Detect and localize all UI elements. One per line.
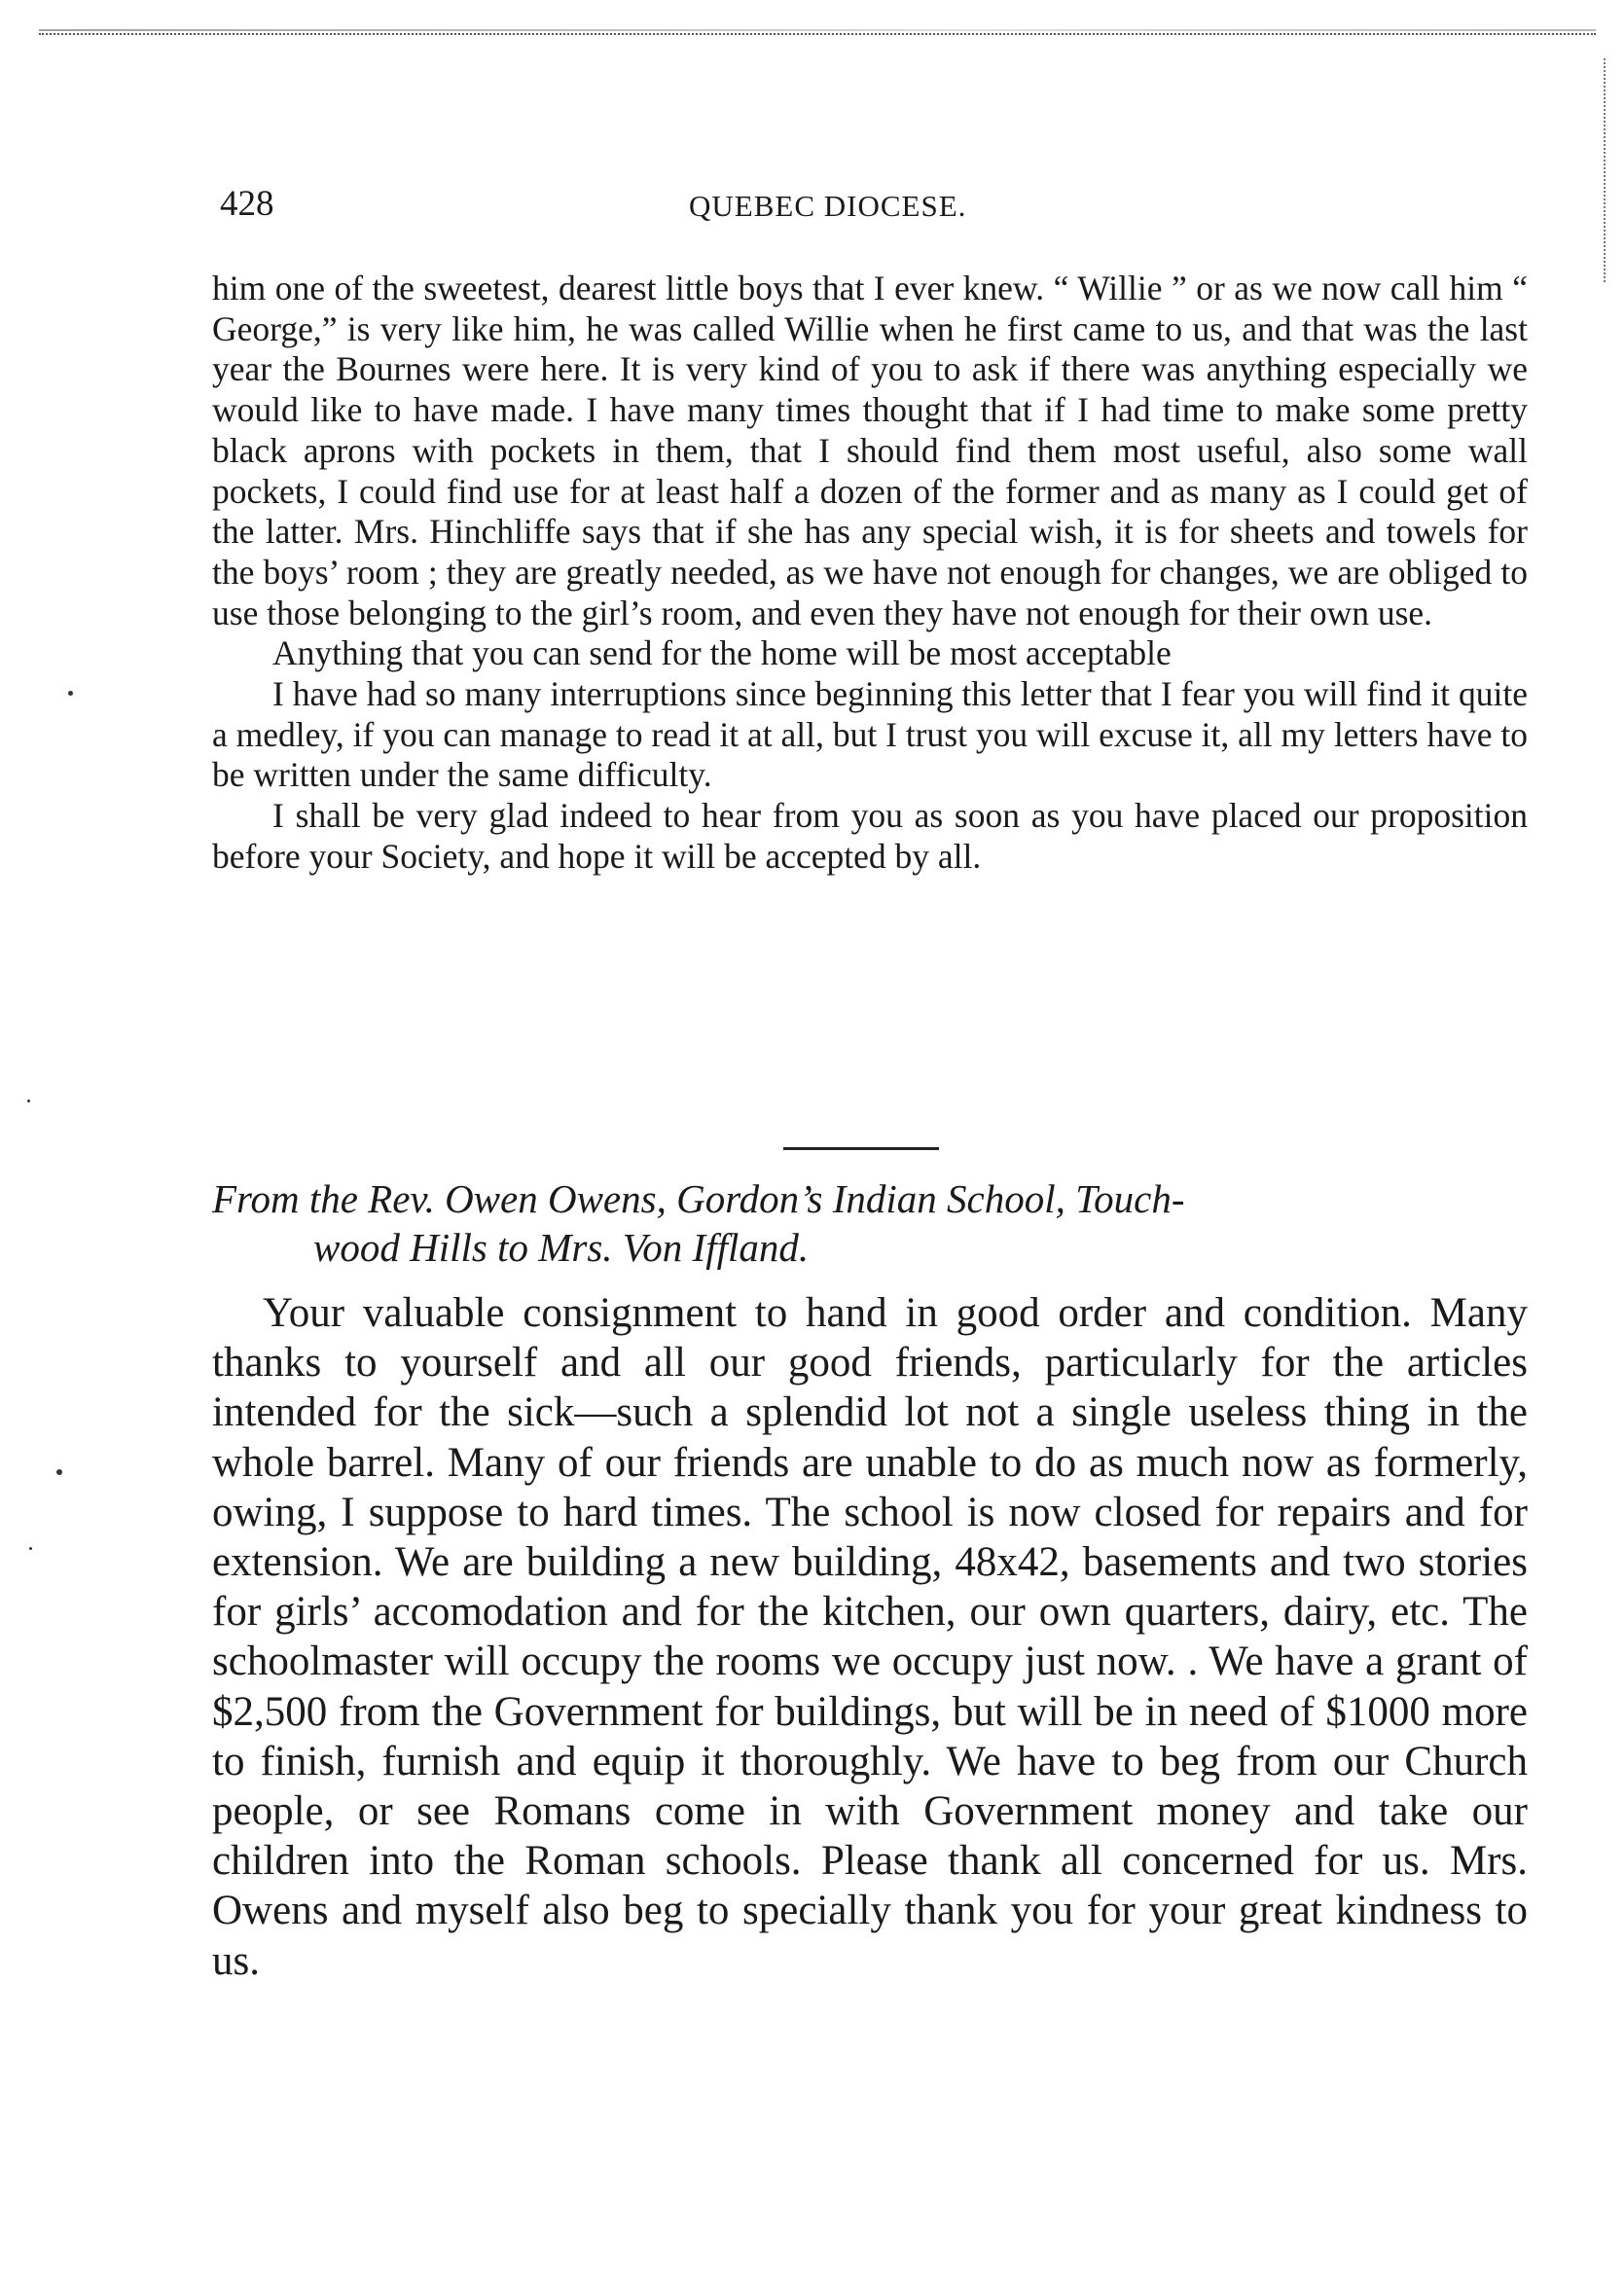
scan-right-margin-marks xyxy=(1604,58,1607,282)
paragraph: Your valuable consignment to hand in good order and condition. Many thanks to yourself and all our good friends, particularly for the articles intended for the sick—such a splendid lot not a single useless thing in the whole barrel. Many of our friends are unable to do as much now as formerly, owing, I suppose to hard times. The school is now closed for repairs and for extension. We are building a new building, 48x42, basements and two stories for girls’ accomodation and for the kitchen, our own quarters, dairy, etc. The schoolmaster will occupy the rooms we occupy just now. . We have a grant of $2,500 from the Government for buildings, but will be in need of $1000 more to finish, furnish and equip it thoroughly. We have to beg from our Church people, or see Romans come in with Government money and take our children into the Roman schools. Please thank all concerned for us. Mrs. Owens and myself also beg to specially thank you for your great kindness to us. xyxy=(212,1290,1528,1984)
scan-speck xyxy=(27,1099,30,1102)
heading-line: wood Hills to Mrs. Von Iffland. xyxy=(313,1225,810,1270)
paragraph: I have had so many interruptions since beginning this letter that I fear you will find it quite a medley, if you can manage to read it at all, but I trust you will excuse it, all my letters have to be written under the same difficulty. xyxy=(212,674,1528,795)
scan-speck xyxy=(29,1547,32,1550)
scan-speck xyxy=(68,691,73,696)
paragraph: Anything that you can send for the home will be most acceptable xyxy=(272,633,1172,673)
heading-line: From the Rev. Owen Owens, Gordon’s Indian School, Touch- xyxy=(212,1176,1185,1221)
paragraph: I shall be very glad indeed to hear from you as soon as you have placed our proposition before your Society, and hope it will be accepted by all. xyxy=(212,796,1528,876)
section-divider xyxy=(783,1147,939,1150)
paragraph: him one of the sweetest, dearest little boys that I ever knew. “ Willie ” or as we now call him “ George,” is very like him, he was called Willie when he first came to us, and that was the last year the Bournes were here. It is very kind of you to ask if there was anything especially we would like to have made. I have many times thought that if I had time to make some pretty black aprons with pockets in them, that I should find them most useful, also some wall pockets, I could find use for at least half a dozen of the former and as many as I could get of the latter. Mrs. Hinchliffe says that if she has any special wish, it is for sheets and towels for the boys’ room ; they are greatly needed, as we have not enough for changes, we are obliged to use those belonging to the girl’s room, and even they have not enough for their own use. xyxy=(212,269,1528,632)
running-title: QUEBEC DIOCESE. xyxy=(689,189,967,223)
letter-body xyxy=(212,1288,1528,1986)
scan-top-edge-shadow xyxy=(39,29,1596,31)
page-number: 428 xyxy=(220,184,274,224)
scan-top-edge xyxy=(39,19,1596,35)
page-header xyxy=(212,183,1526,241)
letter-continuation xyxy=(212,269,1528,878)
letter-heading xyxy=(212,1174,1528,1272)
scan-speck xyxy=(56,1469,62,1475)
